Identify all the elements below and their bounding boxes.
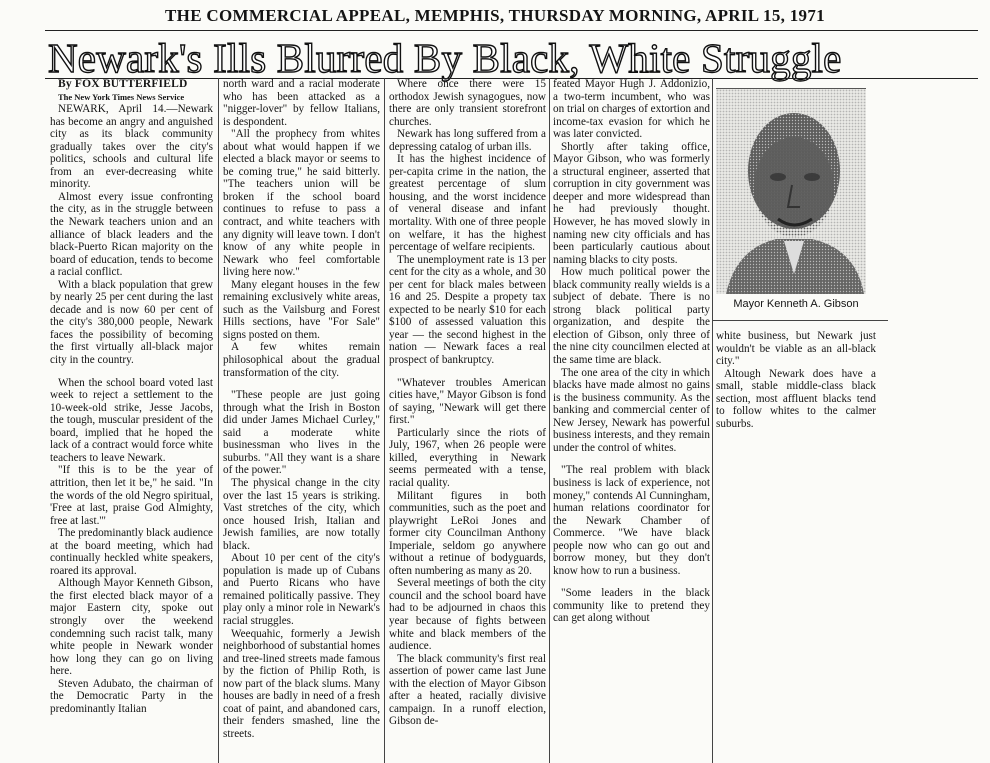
portrait-image — [716, 89, 866, 294]
paragraph: The physical change in the city over the last 15 years is striking. Vast stretches of the city, which once housed Irish, Italian and Jewish families, are now totally black. — [223, 476, 380, 552]
masthead: THE COMMERCIAL APPEAL, MEMPHIS, THURSDAY MORNING, APRIL 15, 1971 — [165, 6, 825, 25]
paragraph: Shortly after taking office, Mayor Gibson, who was formerly a structural engineer, asserted that corruption in city government was deeper and more widespread than he had previously thought. However, he has moved slowly in naming new city officials and has been particularly cautious about naming blacks to city posts. — [553, 140, 710, 266]
photo-rule — [712, 320, 888, 321]
paragraph: "The real problem with black business is lack of experience, not money," contends Al Cunningham, human relations coordinator for the Newark Chamber of Commerce. "We have black people now who can go out and borrow money, but they don't know how to run a business. — [553, 464, 710, 577]
paragraph: Steven Adubato, the chairman of the Democratic Party in the predominantly Italian — [50, 677, 213, 715]
photo-caption: Mayor Kenneth A. Gibson — [733, 298, 859, 310]
paragraph: Particularly since the riots of July, 1967, when 26 people were killed, everything in Newark seems permeated with a tense, racial quality. — [389, 426, 546, 489]
paragraph: About 10 per cent of the city's population is made up of Cubans and Puerto Ricans who have remained politically passive. They play only a minor role in Newark's racial struggles. — [223, 552, 380, 627]
paragraph: Although Mayor Kenneth Gibson, the first elected black mayor of a major Eastern city, spoke out strongly over the weekend condemning such racist talk, many white people in Newark wonder how long they can go on living here. — [50, 577, 213, 678]
paragraph: north ward and a racial moderate who has been attacked as a "nigger-lover" by fellow Italians, is despondent. — [223, 78, 380, 128]
paragraph: The predominantly black audience at the board meeting, which had continually heckled white speakers, roared its approval. — [50, 527, 213, 577]
paragraph: With a black population that grew by nearly 25 per cent during the last decade and is now 60 per cent of the city's 380,000 people, Newark faces the possibility of becoming the first virtually all-black major city in the country. — [50, 278, 213, 367]
news-service: The New York Times News Service — [58, 91, 185, 102]
paragraph: Almost every issue confronting the city, as in the struggle between the Newark teachers union and an alliance of black leaders and the black-Puerto Rican majority on the board of education, tends to become a racial conflict. — [50, 190, 213, 279]
paragraph: A few whites remain philosophical about the gradual transformation of the city. — [223, 341, 380, 379]
paragraph: "All the prophecy from whites about what would happen if we elected a black mayor or seems to be coming true," he said bitterly. "The teachers union will be broken if the school board continues to refuse to pass a contract, and white teachers with any dignity will leave town. I don't know of any white people in Newark who feel comfortable living here now." — [223, 128, 380, 279]
paragraph: "Some leaders in the black community like to pretend they can get along without — [553, 587, 710, 625]
paragraph: The unemployment rate is 13 per cent for the city as a whole, and 30 per cent for black males between 16 and 25. Despite a propety tax expected to be nearly $10 for each $100 of assessed valuation this year — the second highest in the nation — Newark faces a real prospect of bankruptcy. — [389, 253, 546, 367]
column-divider — [549, 78, 550, 763]
paragraph: Weequahic, formerly a Jewish neighborhood of substantial homes and tree-lined streets made famous by the fiction of Philip Roth, is now part of the black slums. Many houses are badly in need of a fresh coat of paint, and abandoned cars, their fenders smashed, line the streets. — [223, 627, 380, 740]
paragraph: The one area of the city in which blacks have made almost no gains is the business community. As the banking and commercial center of New Jersey, Newark has powerful business interests, and they remain under the control of whites. — [553, 366, 710, 454]
column-divider — [712, 78, 713, 763]
mayor-photo — [716, 88, 866, 321]
masthead-rule — [45, 30, 978, 31]
column-5 — [716, 330, 876, 480]
paragraph: Altough Newark does have a small, stable middle-class black section, most affluent blacks tend to follow whites to the calmer suburbs. — [716, 367, 876, 430]
column-4 — [553, 78, 710, 763]
byline: By FOX BUTTERFIELD — [58, 78, 188, 90]
column-1 — [50, 78, 213, 763]
paragraph: The black community's first real assertion of power came last June with the election of Mayor Gibson after a heated, racially divisive campaign. In a runoff election, Gibson de- — [389, 652, 546, 728]
column-2 — [223, 78, 380, 763]
paragraph: It has the highest incidence of per-capita crime in the nation, the greatest percentage of slum housing, and the worst incidence of veneral disease and infant mortality. With one of three people on welfare, it has the highest percentage of welfare recipients. — [389, 153, 546, 254]
paragraph: "Whatever troubles American cities have," Mayor Gibson is fond of saying, "Newark will get there first." — [389, 376, 546, 427]
paragraph: "These people are just going through what the Irish in Boston did under James Michael Curley," said a moderate white businessman who lives in the suburbs. "All they want is a share of the power." — [223, 389, 380, 477]
column-3 — [389, 78, 546, 763]
paragraph: Where once there were 15 orthodox Jewish synagogues, now there are only transient storefront churches. — [389, 78, 546, 128]
column-divider — [218, 78, 219, 763]
paragraph: NEWARK, April 14.—Newark has become an angry and anguished city as its black community gradually takes over the city's politics, schools and cultural life from an ever-decreasing white minority. — [50, 103, 213, 191]
paragraph: feated Mayor Hugh J. Addonizio, a two-term incumbent, who was on trial on charges of extortion and income-tax evasion for which he was later convicted. — [553, 78, 710, 141]
paragraph: white business, but Newark just wouldn't be viable as an all-black city." — [716, 330, 876, 368]
paragraph: Newark has long suffered from a depressing catalog of urban ills. — [389, 128, 546, 153]
paragraph: Several meetings of both the city council and the school board have had to be adjourned in chaos this year because of fights between white and black members of the audience. — [389, 577, 546, 653]
headline: Newark's Ills Blurred By Black, White Struggle — [48, 35, 842, 81]
paragraph: How much political power the black community really wields is a subject of debate. There is no strong black political party organization, and despite the election of Gibson, only three of the nine city councilmen elected at the same time are black. — [553, 266, 710, 367]
paragraph: "If this is to be the year of attrition, then let it be," he said. "In the words of the old Negro spiritual, 'Free at last, praise God Almighty, free at last.'" — [50, 464, 213, 527]
paragraph: Many elegant houses in the few remaining exclusively white areas, such as the Vailsburg and Forest Hills sections, have "For Sale" signs posted on them. — [223, 278, 380, 341]
paragraph: When the school board voted last week to reject a settlement to the 10-week-old strike, Jesse Jacobs, the tough, muscular president of the board, implied that he hoped the lack of a contract would force white teachers to leave Newark. — [50, 376, 213, 464]
column-divider — [384, 78, 385, 763]
paragraph: Militant figures in both communities, such as the poet and playwright LeRoi Jones and former city Councilman Anthony Imperiale, seldom go anywhere without a retinue of bodyguards, often numbering as many as 20. — [389, 489, 546, 577]
